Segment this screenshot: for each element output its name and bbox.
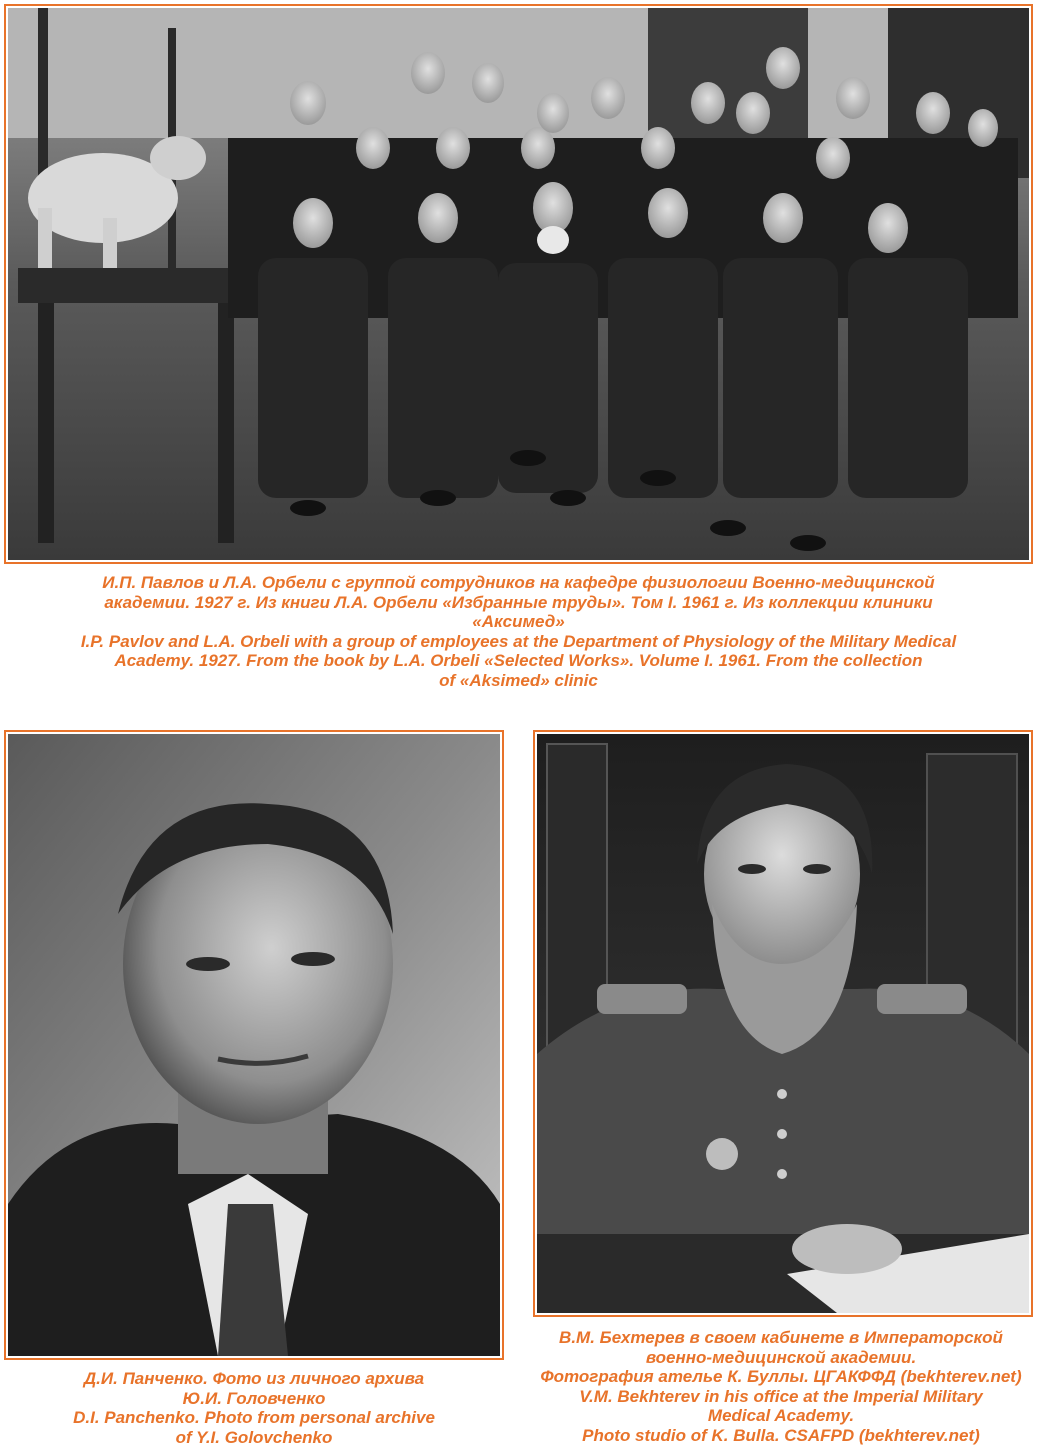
panchenko-photo-image [8, 734, 500, 1356]
caption-ru-line: Д.И. Панченко. Фото из личного архива [83, 1369, 425, 1388]
caption-ru-line: Фотография ателье К. Буллы. ЦГАКФФД (bekhterev.net) [540, 1367, 1022, 1386]
caption-ru-line: «Аксимед» [472, 612, 565, 631]
caption-ru-line: академии. 1927 г. Из книги Л.А. Орбели «Избранные труды». Том I. 1961 г. Из коллекции клиники [104, 592, 933, 612]
panchenko-photo [4, 730, 504, 1360]
bekhterev-photo-image [537, 734, 1029, 1313]
caption-en-line: of Y.I. Golovchenko [175, 1427, 333, 1447]
caption-en-line: Academy. 1927. From the book by L.A. Orbeli «Selected Works». Volume I. 1961. From the collection [114, 651, 923, 670]
caption-en-line: Photo studio of K. Bulla. CSAFPD (bekhterev.net) [582, 1425, 980, 1445]
bekhterev-photo [533, 730, 1033, 1317]
group-photo-caption [0, 573, 1037, 690]
caption-en-line: of «Aksimed» clinic [439, 670, 598, 690]
caption-en-line: Medical Academy. [707, 1406, 855, 1425]
panchenko-caption [0, 1369, 508, 1447]
caption-ru-line: В.М. Бехтерев в своем кабинете в Императорской [559, 1328, 1003, 1347]
caption-ru-line: Ю.И. Головченко [182, 1388, 326, 1408]
bekhterev-caption [525, 1328, 1037, 1445]
group-photo [4, 4, 1033, 564]
caption-ru-line: И.П. Павлов и Л.А. Орбели с группой сотрудников на кафедре физиологии Военно-медицинской [102, 573, 935, 592]
caption-en-line: D.I. Panchenko. Photo from personal archive [73, 1408, 435, 1427]
caption-en-line: V.M. Bekhterev in his office at the Imperial Military [579, 1386, 983, 1406]
caption-ru-line: военно-медицинской академии. [645, 1347, 917, 1367]
group-photo-image [8, 8, 1029, 560]
caption-en-line: I.P. Pavlov and L.A. Orbeli with a group of employees at the Department of Physiology of the Military Medical [80, 631, 957, 651]
